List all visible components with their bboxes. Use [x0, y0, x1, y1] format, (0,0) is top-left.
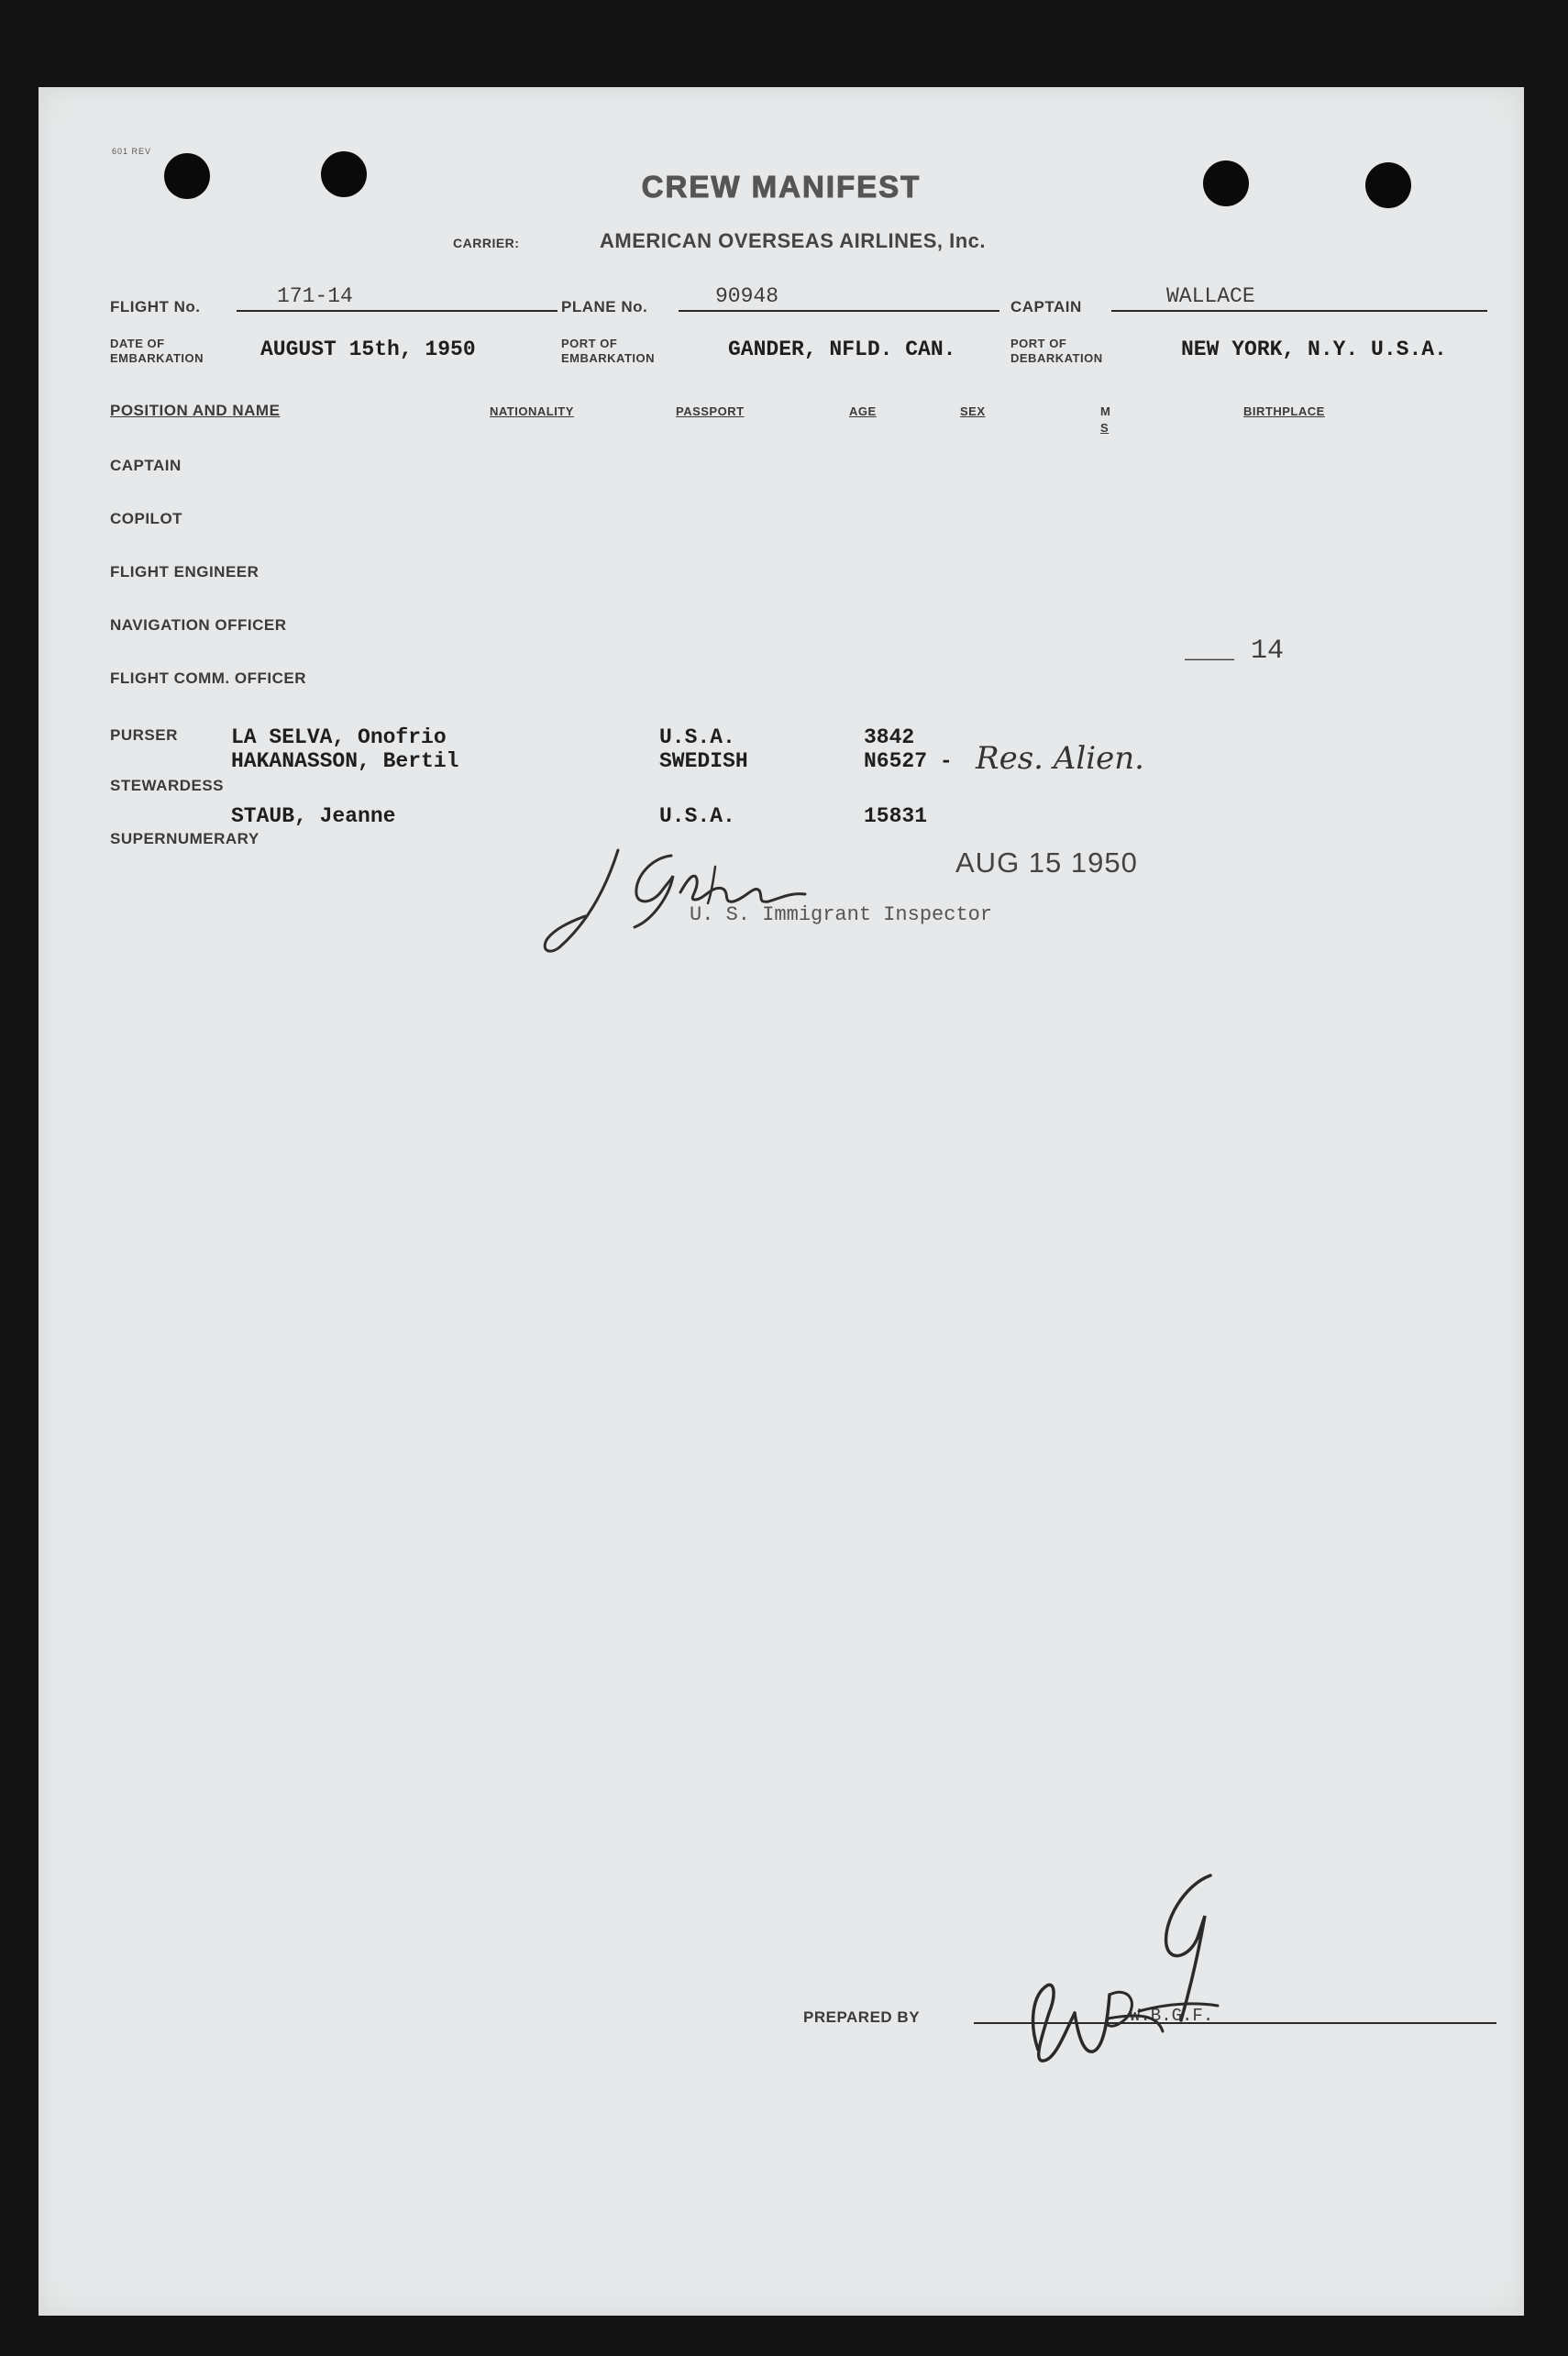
- crew-nationality: U.S.A.: [659, 804, 735, 828]
- crew-count: ___ 14: [1185, 636, 1285, 667]
- inspector-title: U. S. Immigrant Inspector: [690, 903, 993, 926]
- column-age: AGE: [849, 404, 877, 418]
- position-captain: CAPTAIN: [110, 457, 182, 474]
- column-nationality: NATIONALITY: [490, 404, 574, 418]
- flight-number-label: FLIGHT No.: [110, 298, 201, 315]
- column-passport: PASSPORT: [676, 404, 745, 418]
- port-embarkation-label-2: EMBARKATION: [561, 351, 656, 365]
- column-position-name: POSITION AND NAME: [110, 402, 281, 419]
- position-copilot: COPILOT: [110, 510, 183, 527]
- inspector-signature: [534, 839, 845, 958]
- page-title: CREW MANIFEST: [641, 170, 922, 204]
- inspection-date-stamp: AUG 15 1950: [955, 846, 1138, 879]
- port-debarkation-label-1: PORT OF: [1010, 337, 1067, 350]
- carrier-label: CARRIER:: [453, 236, 520, 250]
- prepared-by-label: PREPARED BY: [803, 2008, 921, 2026]
- crew-name: HAKANASSON, Bertil: [231, 749, 459, 773]
- port-debarkation-label-2: DEBARKATION: [1010, 351, 1103, 365]
- plane-number-line: [679, 310, 999, 312]
- port-embarkation-value: GANDER, NFLD. CAN.: [728, 337, 956, 361]
- preparer-signature: [1001, 1857, 1240, 2086]
- form-code: 601 REV: [112, 147, 152, 156]
- manifest-page: [39, 87, 1524, 2316]
- flight-number-value: 171-14: [277, 284, 353, 308]
- crew-passport: 15831: [864, 804, 928, 828]
- crew-note-handwritten: Res. Alien.: [976, 740, 1144, 777]
- crew-name: STAUB, Jeanne: [231, 804, 396, 828]
- position-navigation-officer: NAVIGATION OFFICER: [110, 616, 287, 634]
- captain-label: CAPTAIN: [1010, 298, 1082, 315]
- captain-value: WALLACE: [1166, 284, 1255, 308]
- crew-name: LA SELVA, Onofrio: [231, 725, 447, 749]
- position-flight-comm-officer: FLIGHT COMM. OFFICER: [110, 669, 306, 687]
- column-sex: SEX: [960, 404, 986, 418]
- crew-nationality: SWEDISH: [659, 749, 748, 773]
- crew-passport: 3842: [864, 725, 915, 749]
- port-embarkation-label-1: PORT OF: [561, 337, 618, 350]
- prepared-by-value: W.B.G.F.: [1130, 2006, 1214, 2026]
- crew-nationality: U.S.A.: [659, 725, 735, 749]
- carrier-name: AMERICAN OVERSEAS AIRLINES, Inc.: [600, 229, 987, 252]
- embarkation-date-value: AUGUST 15th, 1950: [260, 337, 476, 361]
- column-birthplace: BIRTHPLACE: [1243, 404, 1325, 418]
- crew-passport: N6527 -: [864, 749, 953, 773]
- position-stewardess: STEWARDESS: [110, 777, 225, 794]
- port-debarkation-value: NEW YORK, N.Y. U.S.A.: [1181, 337, 1447, 361]
- captain-line: [1111, 310, 1487, 312]
- position-supernumerary: SUPERNUMERARY: [110, 830, 259, 847]
- position-purser: PURSER: [110, 726, 178, 744]
- position-flight-engineer: FLIGHT ENGINEER: [110, 563, 259, 581]
- plane-number-value: 90948: [715, 284, 779, 308]
- embarkation-date-label-1: DATE OF: [110, 337, 165, 350]
- column-marital-m: M: [1100, 404, 1111, 418]
- embarkation-date-label-2: EMBARKATION: [110, 351, 204, 365]
- plane-number-label: PLANE No.: [561, 298, 648, 315]
- column-marital-s: S: [1100, 421, 1110, 435]
- flight-number-line: [237, 310, 558, 312]
